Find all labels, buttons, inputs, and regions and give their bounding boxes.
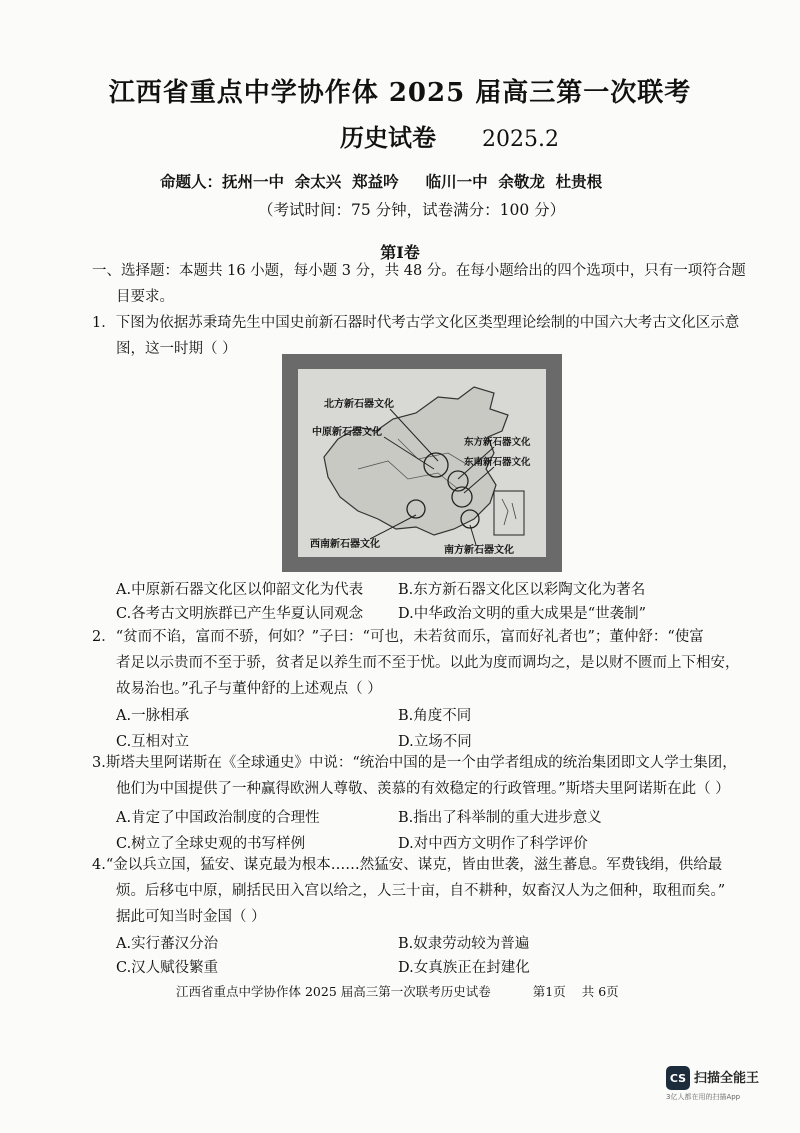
camscanner-logo-icon: CS bbox=[666, 1066, 690, 1090]
q1-option-d[interactable]: D.中华政治文明的重大成果是“世袭制” bbox=[398, 606, 647, 622]
exam-title: 江西省重点中学协作体 2025 届高三第一次联考 bbox=[108, 78, 692, 108]
q2-stem-line-1: 2．“贫而不谄，富而不骄，何如？”子曰：“可也，未若贫而乐，富而好礼者也”；董仲舒：“使富 bbox=[92, 629, 704, 645]
archaeology-map-figure bbox=[282, 354, 562, 572]
q2-option-d[interactable]: D.立场不同 bbox=[398, 734, 472, 750]
volume-heading: 第Ⅰ卷 bbox=[380, 243, 420, 262]
q3-option-d[interactable]: D.对中西方文明作了科学评价 bbox=[398, 836, 588, 852]
q4-option-a[interactable]: A.实行蕃汉分治 bbox=[116, 936, 219, 952]
q2-stem-line-3: 故易治也。”孔子与董仲舒的上述观点（ ） bbox=[116, 681, 382, 697]
q3-option-a[interactable]: A.肯定了中国政治制度的合理性 bbox=[116, 810, 320, 826]
q1-option-a[interactable]: A.中原新石器文化区以仰韶文化为代表 bbox=[116, 582, 364, 598]
q4-option-b[interactable]: B.奴隶劳动较为普遍 bbox=[398, 936, 530, 952]
q1-option-c[interactable]: C.各考古文明族群已产生华夏认同观念 bbox=[116, 606, 364, 622]
exam-date: 2025.2 bbox=[482, 127, 559, 152]
page-footer bbox=[176, 982, 619, 1000]
q4-stem-line-2: 烦。后移屯中原，刷括民田入宫以给之，人三十亩，自不耕种，奴畜汉人为之佃种，取租而矣。” bbox=[116, 883, 726, 899]
map-label-southeast: 东南新石器文化 bbox=[464, 457, 531, 468]
q2-option-c[interactable]: C.互相对立 bbox=[116, 734, 190, 750]
map-label-south: 南方新石器文化 bbox=[444, 545, 514, 556]
q4-stem-line-3: 据此可知当时金国（ ） bbox=[116, 909, 266, 925]
map-label-southwest: 西南新石器文化 bbox=[310, 539, 380, 550]
exam-authors: 命题人：抚州一中 余太兴 郑益吟 临川一中 余敬龙 杜贵根 bbox=[160, 172, 603, 191]
instructions-line-2: 目要求。 bbox=[116, 289, 174, 305]
exam-subject bbox=[340, 118, 559, 153]
map-label-east: 东方新石器文化 bbox=[464, 437, 531, 448]
map-label-north: 北方新石器文化 bbox=[324, 399, 394, 410]
q1-stem-line-1: 1．下图为依据苏秉琦先生中国史前新石器时代考古学文化区类型理论绘制的中国六大考古文化区示意 bbox=[92, 315, 740, 331]
q4-stem-line-1: 4.“金以兵立国，猛安、谋克最为根本……然猛安、谋克，皆由世袭，滋生蕃息。军费钱绢，供给最 bbox=[92, 857, 723, 873]
q3-stem-line-1: 3.斯塔夫里阿诺斯在《全球通史》中说：“统治中国的是一个由学者组成的统治集团即文人学士集团， bbox=[92, 755, 737, 771]
q1-option-b[interactable]: B.东方新石器文化区以彩陶文化为著名 bbox=[398, 582, 646, 598]
q3-option-c[interactable]: C.树立了全球史观的书写样例 bbox=[116, 836, 306, 852]
footer-page-number: 第1页 bbox=[532, 984, 566, 999]
china-map-illustration bbox=[298, 369, 546, 557]
subject-label: 历史试卷 bbox=[340, 123, 436, 152]
q3-option-b[interactable]: B.指出了科举制的重大进步意义 bbox=[398, 810, 602, 826]
instructions-line-1: 一、选择题：本题共 16 小题，每小题 3 分，共 48 分。在每小题给出的四个选项中，只有一项符合题 bbox=[92, 263, 746, 279]
q2-stem-line-2: 者足以示贵而不至于骄，贫者足以养生而不至于忧。以此为度而调均之，是以财不匮而上下相安， bbox=[116, 655, 740, 671]
footer-exam-name: 江西省重点中学协作体 2025 届高三第一次联考历史试卷 bbox=[176, 984, 491, 999]
q3-stem-line-2: 他们为中国提供了一种赢得欧洲人尊敬、羡慕的有效稳定的行政管理。”斯塔夫里阿诺斯在此（ ） bbox=[116, 781, 730, 797]
q1-stem-line-2: 图，这一时期（ ） bbox=[116, 341, 237, 357]
q2-option-a[interactable]: A.一脉相承 bbox=[116, 708, 190, 724]
camscanner-name: 扫描全能王 bbox=[694, 1071, 760, 1086]
exam-time-info: （考试时间：75 分钟，试卷满分：100 分） bbox=[258, 201, 566, 219]
q4-option-c[interactable]: C.汉人赋役繁重 bbox=[116, 960, 219, 976]
map-label-central: 中原新石器文化 bbox=[312, 427, 382, 438]
camscanner-tagline: 3亿人都在用的扫描App bbox=[666, 1093, 741, 1101]
footer-total-pages: 共 6页 bbox=[581, 984, 619, 999]
q4-option-d[interactable]: D.女真族正在封建化 bbox=[398, 960, 530, 976]
q2-option-b[interactable]: B.角度不同 bbox=[398, 708, 472, 724]
